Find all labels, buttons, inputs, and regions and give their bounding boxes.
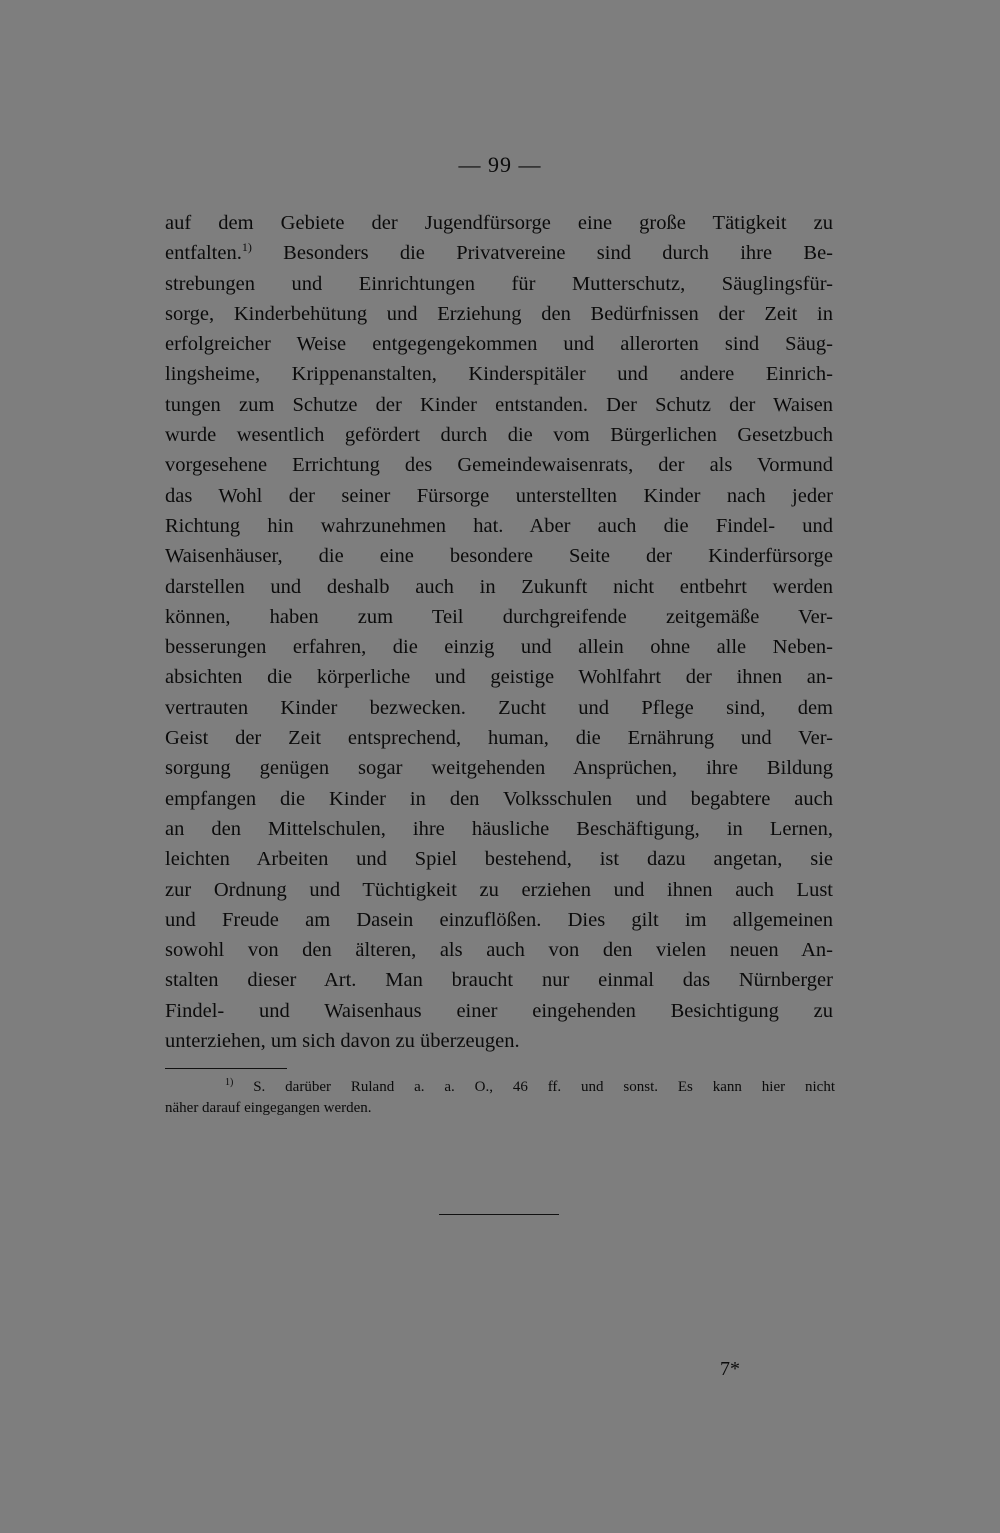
text-line: strebungen und Einrichtungen für Mutterschutz, Säuglingsfür-	[165, 272, 833, 295]
text-line: besserungen erfahren, die einzig und allein ohne alle Neben-	[165, 636, 833, 659]
signature-mark: 7*	[720, 1358, 740, 1380]
text-line-start: entfalten.	[165, 242, 242, 265]
section-end-rule	[439, 1214, 559, 1215]
text-line: zur Ordnung und Tüchtigkeit zu erziehen und ihnen auch Lust	[165, 878, 833, 901]
text-line: leichten Arbeiten und Spiel bestehend, ist dazu angetan, sie	[165, 848, 833, 871]
footnote-divider	[165, 1068, 287, 1069]
text-line: wurde wesentlich gefördert durch die vom Bürgerlichen Gesetzbuch	[165, 424, 833, 447]
text-line: vorgesehene Errichtung des Gemeindewaisenrats, der als Vormund	[165, 454, 833, 477]
text-line: Richtung hin wahrzunehmen hat. Aber auch die Findel- und	[165, 514, 833, 537]
text-line: können, haben zum Teil durchgreifende zeitgemäße Ver-	[165, 605, 833, 628]
footnote-line: näher darauf eingegangen werden.	[165, 1100, 372, 1116]
text-line: sorgung genügen sogar weitgehenden Ansprüchen, ihre Bildung	[165, 757, 833, 780]
text-line: das Wohl der seiner Fürsorge unterstellten Kinder nach jeder	[165, 484, 833, 507]
footnote-text: S. darüber Ruland a. a. O., 46 ff. und sonst. Es kann hier nicht	[253, 1079, 835, 1095]
text-line: erfolgreicher Weise entgegengekommen und allerorten sind Säug-	[165, 333, 833, 356]
footnote	[165, 1077, 835, 1119]
text-line: stalten dieser Art. Man braucht nur einmal das Nürnberger	[165, 969, 833, 992]
text-line: lingsheime, Krippenanstalten, Kinderspitäler und andere Einrich-	[165, 363, 833, 386]
text-line: vertrauten Kinder bezwecken. Zucht und Pflege sind, dem	[165, 696, 833, 719]
text-line: sowohl von den älteren, als auch von den vielen neuen An-	[165, 939, 833, 962]
text-line: und Freude am Dasein einzuflößen. Dies gilt im allgemeinen	[165, 908, 833, 931]
text-line: unterziehen, um sich davon zu überzeugen.	[165, 1030, 520, 1053]
text-line	[165, 238, 833, 268]
text-line: Waisenhäuser, die eine besondere Seite der Kinderfürsorge	[165, 545, 833, 568]
text-line: an den Mittelschulen, ihre häusliche Beschäftigung, in Lernen,	[165, 817, 833, 840]
text-line: Geist der Zeit entsprechend, human, die Ernährung und Ver-	[165, 727, 833, 750]
text-line: sorge, Kinderbehütung und Erziehung den Bedürfnissen der Zeit in	[165, 302, 833, 325]
page-number: — 99 —	[458, 152, 542, 177]
footnote-line	[165, 1077, 835, 1098]
text-line: auf dem Gebiete der Jugendfürsorge eine große Tätigkeit zu	[165, 212, 833, 234]
footnote-reference: 1)	[241, 240, 252, 255]
footnote-marker: 1)	[225, 1077, 234, 1088]
text-line: absichten die körperliche und geistige Wohlfahrt der ihnen an-	[165, 666, 833, 689]
body-paragraph	[165, 208, 833, 1056]
text-line: empfangen die Kinder in den Volksschulen und begabtere auch	[165, 787, 833, 810]
text-line: tungen zum Schutze der Kinder entstanden. Der Schutz der Waisen	[165, 393, 833, 416]
text-line: Findel- und Waisenhaus einer eingehenden Besichtigung zu	[165, 999, 833, 1022]
text-line-rest: Besonders die Privatvereine sind durch ihre Be-	[283, 242, 834, 265]
text-line: darstellen und deshalb auch in Zukunft nicht entbehrt werden	[165, 575, 833, 598]
